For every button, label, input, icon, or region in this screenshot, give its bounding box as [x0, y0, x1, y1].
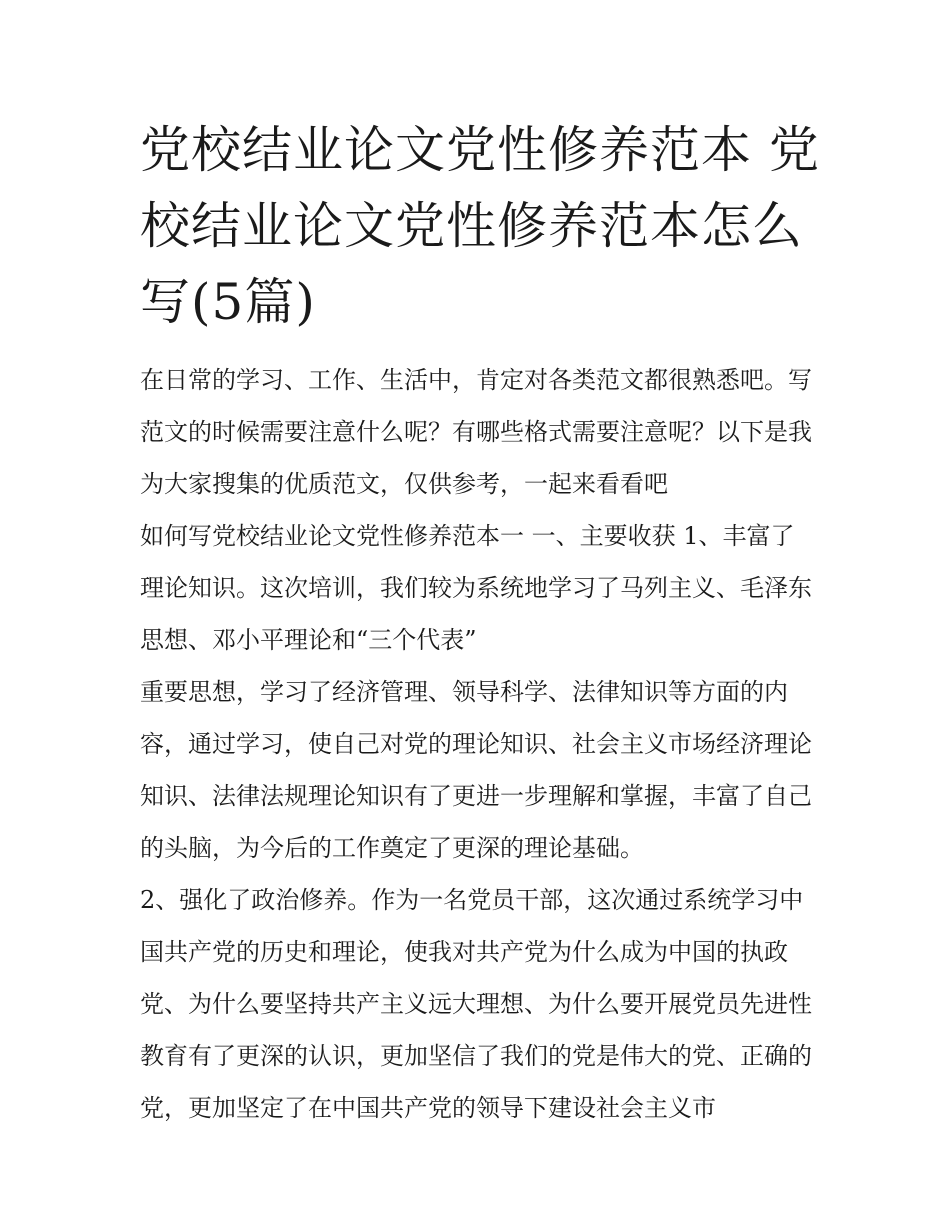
document-title: 党校结业论文党性修养范本 党校结业论文党性修养范本怎么写(5篇)	[140, 121, 820, 331]
document-body	[140, 354, 818, 1134]
paragraph-section-1-cont: 重要思想，学习了经济管理、领导科学、法律知识等方面的内容，通过学习，使自己对党的理论知识、社会主义市场经济理论知识、法律法规理论知识有了更进一步理解和掌握，丰富了自己的头脑，为今后的工作奠定了更深的理论基础。	[140, 678, 812, 862]
paragraph-intro: 在日常的学习、工作、生活中，肯定对各类范文都很熟悉吧。写范文的时候需要注意什么呢？有哪些格式需要注意呢？以下是我为大家搜集的优质范文，仅供参考，一起来看看吧	[140, 366, 812, 498]
paragraph-section-2: 2、强化了政治修养。作为一名党员干部，这次通过系统学习中国共产党的历史和理论，使我对共产党为什么成为中国的执政党、为什么要坚持共产主义远大理想、为什么要开展党员先进性教育有了更深的认识，更加坚信了我们的党是伟大的党、正确的党，更加坚定了在中国共产党的领导下建设社会主义市	[140, 886, 812, 1122]
paragraph-section-1: 如何写党校结业论文党性修养范本一 一、主要收获 1、丰富了理论知识。这次培训，我们较为系统地学习了马列主义、毛泽东思想、邓小平理论和“三个代表”	[140, 522, 812, 654]
